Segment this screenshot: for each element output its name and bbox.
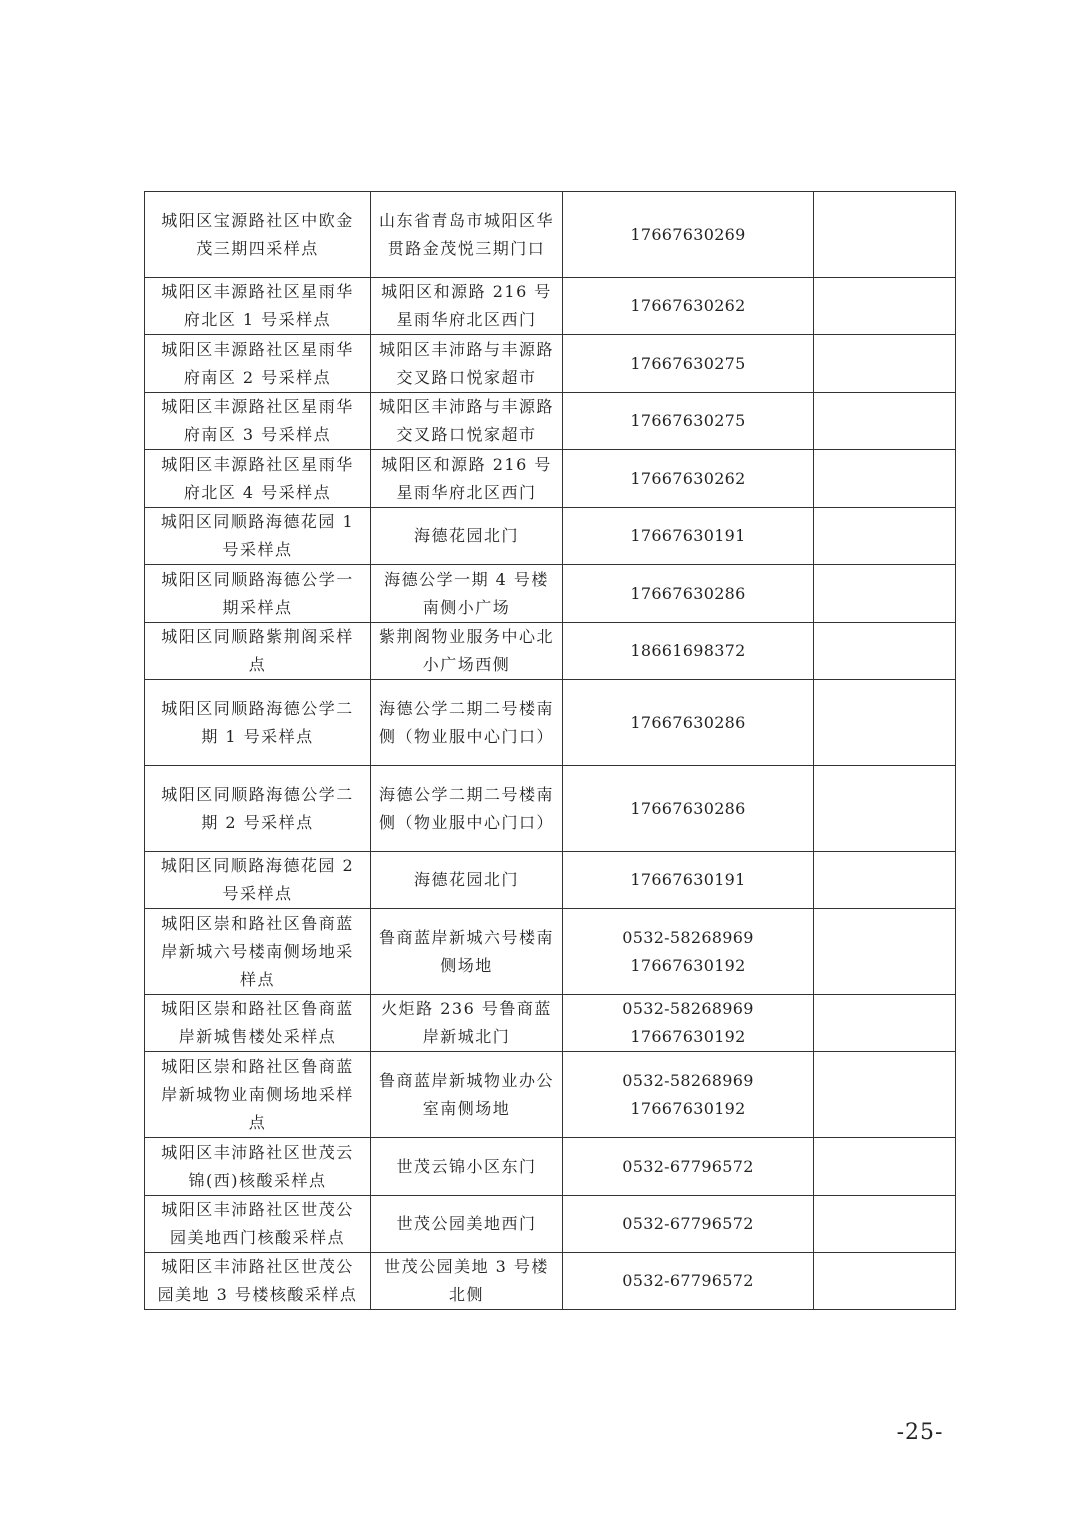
address-cell: 紫荆阁物业服务中心北小广场西侧 <box>371 623 563 680</box>
site-name-cell: 城阳区同顺路海德花园 2 号采样点 <box>145 852 371 909</box>
phone-cell: 17667630269 <box>563 192 814 278</box>
site-name-cell: 城阳区崇和路社区鲁商蓝岸新城六号楼南侧场地采样点 <box>145 909 371 995</box>
phone-cell: 18661698372 <box>563 623 814 680</box>
note-cell <box>814 508 956 565</box>
table-row <box>145 508 956 565</box>
address-cell: 海德公学二期二号楼南侧（物业服中心门口） <box>371 766 563 852</box>
note-cell <box>814 1196 956 1253</box>
note-cell <box>814 1138 956 1196</box>
site-name-cell: 城阳区同顺路海德公学一期采样点 <box>145 565 371 623</box>
note-cell <box>814 852 956 909</box>
phone-cell: 0532-67796572 <box>563 1196 814 1253</box>
table-row <box>145 1138 956 1196</box>
site-name-cell: 城阳区崇和路社区鲁商蓝岸新城售楼处采样点 <box>145 995 371 1052</box>
note-cell <box>814 278 956 335</box>
site-name-cell: 城阳区丰源路社区星雨华府北区 1 号采样点 <box>145 278 371 335</box>
site-name-cell: 城阳区同顺路紫荆阁采样点 <box>145 623 371 680</box>
phone-cell: 17667630191 <box>563 508 814 565</box>
note-cell <box>814 1052 956 1138</box>
phone-cell: 0532-67796572 <box>563 1253 814 1310</box>
table-row <box>145 565 956 623</box>
address-cell: 城阳区和源路 216 号星雨华府北区西门 <box>371 450 563 508</box>
phone-cell: 17667630191 <box>563 852 814 909</box>
phone-cell: 17667630275 <box>563 335 814 393</box>
address-cell: 世茂云锦小区东门 <box>371 1138 563 1196</box>
note-cell <box>814 766 956 852</box>
phone-cell: 17667630286 <box>563 680 814 766</box>
table-row <box>145 278 956 335</box>
address-cell: 城阳区和源路 216 号星雨华府北区西门 <box>371 278 563 335</box>
site-name-cell: 城阳区同顺路海德花园 1 号采样点 <box>145 508 371 565</box>
address-cell: 海德花园北门 <box>371 508 563 565</box>
address-cell: 城阳区丰沛路与丰源路交叉路口悦家超市 <box>371 335 563 393</box>
phone-cell: 0532-67796572 <box>563 1138 814 1196</box>
note-cell <box>814 909 956 995</box>
address-cell: 世茂公园美地西门 <box>371 1196 563 1253</box>
table-row <box>145 766 956 852</box>
phone-cell: 17667630286 <box>563 766 814 852</box>
phone-cell: 0532-58268969 17667630192 <box>563 909 814 995</box>
address-cell: 海德公学一期 4 号楼南侧小广场 <box>371 565 563 623</box>
table-row <box>145 1052 956 1138</box>
table-row <box>145 1196 956 1253</box>
site-name-cell: 城阳区丰沛路社区世茂公园美地 3 号楼核酸采样点 <box>145 1253 371 1310</box>
table-row <box>145 450 956 508</box>
table-row <box>145 852 956 909</box>
phone-cell: 0532-58268969 17667630192 <box>563 1052 814 1138</box>
address-cell: 山东省青岛市城阳区华贯路金茂悦三期门口 <box>371 192 563 278</box>
phone-cell: 17667630262 <box>563 278 814 335</box>
site-name-cell: 城阳区崇和路社区鲁商蓝岸新城物业南侧场地采样点 <box>145 1052 371 1138</box>
table-row <box>145 1253 956 1310</box>
table-row <box>145 623 956 680</box>
table-row <box>145 680 956 766</box>
table-row <box>145 995 956 1052</box>
site-name-cell: 城阳区同顺路海德公学二期 1 号采样点 <box>145 680 371 766</box>
note-cell <box>814 623 956 680</box>
table-row <box>145 335 956 393</box>
site-name-cell: 城阳区丰沛路社区世茂云锦(西)核酸采样点 <box>145 1138 371 1196</box>
site-name-cell: 城阳区丰沛路社区世茂公园美地西门核酸采样点 <box>145 1196 371 1253</box>
phone-cell: 0532-58268969 17667630192 <box>563 995 814 1052</box>
address-cell: 城阳区丰沛路与丰源路交叉路口悦家超市 <box>371 393 563 450</box>
site-name-cell: 城阳区丰源路社区星雨华府南区 2 号采样点 <box>145 335 371 393</box>
note-cell <box>814 680 956 766</box>
note-cell <box>814 192 956 278</box>
address-cell: 世茂公园美地 3 号楼北侧 <box>371 1253 563 1310</box>
site-name-cell: 城阳区丰源路社区星雨华府北区 4 号采样点 <box>145 450 371 508</box>
table-body <box>145 192 956 1310</box>
address-cell: 鲁商蓝岸新城六号楼南侧场地 <box>371 909 563 995</box>
page-number: -25- <box>896 1420 944 1445</box>
address-cell: 鲁商蓝岸新城物业办公室南侧场地 <box>371 1052 563 1138</box>
sampling-sites-table <box>144 191 956 1310</box>
phone-cell: 17667630286 <box>563 565 814 623</box>
note-cell <box>814 1253 956 1310</box>
site-name-cell: 城阳区丰源路社区星雨华府南区 3 号采样点 <box>145 393 371 450</box>
note-cell <box>814 335 956 393</box>
note-cell <box>814 995 956 1052</box>
phone-cell: 17667630262 <box>563 450 814 508</box>
address-cell: 海德花园北门 <box>371 852 563 909</box>
site-name-cell: 城阳区宝源路社区中欧金茂三期四采样点 <box>145 192 371 278</box>
address-cell: 火炬路 236 号鲁商蓝岸新城北门 <box>371 995 563 1052</box>
table-row <box>145 393 956 450</box>
table-row <box>145 909 956 995</box>
note-cell <box>814 565 956 623</box>
site-name-cell: 城阳区同顺路海德公学二期 2 号采样点 <box>145 766 371 852</box>
note-cell <box>814 450 956 508</box>
phone-cell: 17667630275 <box>563 393 814 450</box>
address-cell: 海德公学二期二号楼南侧（物业服中心门口） <box>371 680 563 766</box>
table-row <box>145 192 956 278</box>
note-cell <box>814 393 956 450</box>
